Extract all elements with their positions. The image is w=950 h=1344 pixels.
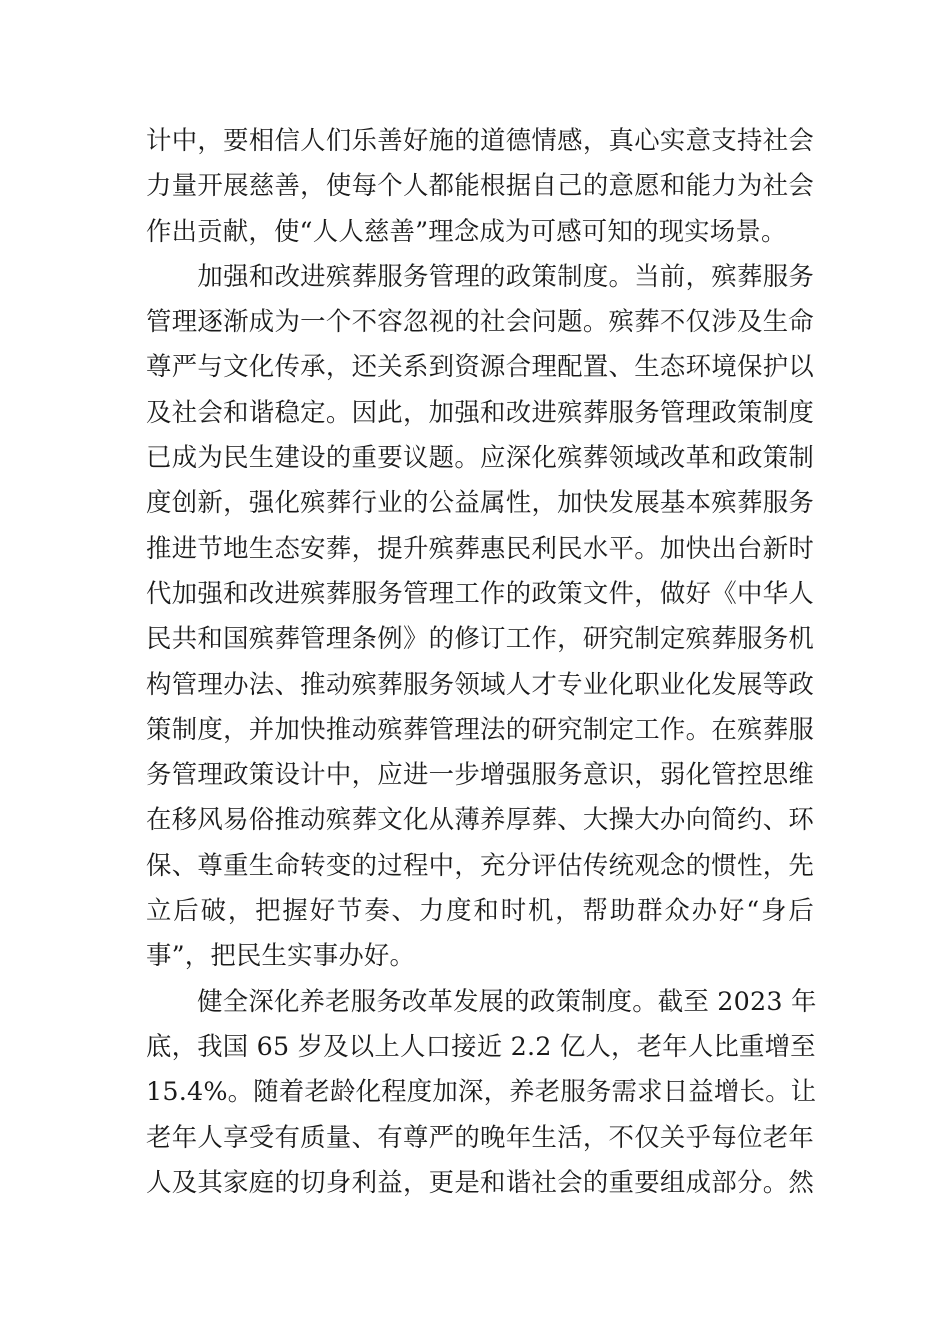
paragraph-charity-conclusion — [146, 118, 814, 254]
text-line: 力量开展慈善，使每个人都能根据自己的意愿和能力为社会 — [146, 170, 814, 201]
text-line: 度创新，强化殡葬行业的公益属性，加快发展基本殡葬服务 — [146, 487, 814, 518]
paragraph-funeral-services — [146, 254, 814, 979]
text-line: 立后破，把握好节奏、力度和时机，帮助群众办好“身后 — [146, 895, 814, 926]
text-line: 底，我国 65 岁及以上人口接近 2.2 亿人，老年人比重增至 — [146, 1030, 816, 1061]
text-line: 健全深化养老服务改革发展的政策制度。截至 2023 年 — [146, 985, 817, 1016]
text-line: 保、尊重生命转变的过程中，充分评估传统观念的惯性，先 — [146, 849, 814, 880]
text-line: 作出贡献，使“人人慈善”理念成为可感可知的现实场景。 — [146, 215, 787, 246]
text-line: 加强和改进殡葬服务管理的政策制度。当前，殡葬服务 — [146, 260, 814, 291]
text-line: 代加强和改进殡葬服务管理工作的政策文件，做好《中华人 — [146, 577, 814, 608]
text-line: 构管理办法、推动殡葬服务领域人才专业化职业化发展等政 — [146, 668, 814, 699]
text-line: 人及其家庭的切身利益，更是和谐社会的重要组成部分。然 — [146, 1166, 814, 1197]
text-line: 管理逐渐成为一个不容忽视的社会问题。殡葬不仅涉及生命 — [146, 306, 814, 337]
text-line: 策制度，并加快推动殡葬管理法的研究制定工作。在殡葬服 — [146, 713, 814, 744]
paragraph-elderly-care — [146, 979, 817, 1205]
text-line: 务管理政策设计中，应进一步增强服务意识，弱化管控思维 — [146, 759, 814, 790]
text-line: 老年人享受有质量、有尊严的晚年生活，不仅关乎每位老年 — [146, 1121, 814, 1152]
text-line: 推进节地生态安葬，提升殡葬惠民利民水平。加快出台新时 — [146, 532, 814, 563]
text-line: 及社会和谐稳定。因此，加强和改进殡葬服务管理政策制度 — [146, 396, 814, 427]
text-line: 民共和国殡葬管理条例》的修订工作，研究制定殡葬服务机 — [146, 623, 814, 654]
text-line: 在移风易俗推动殡葬文化从薄养厚葬、大操大办向简约、环 — [146, 804, 814, 835]
text-line: 尊严与文化传承，还关系到资源合理配置、生态环境保护以 — [146, 351, 814, 382]
body-text — [146, 118, 817, 1205]
text-line: 计中，要相信人们乐善好施的道德情感，真心实意支持社会 — [146, 125, 814, 155]
text-line: 已成为民生建设的重要议题。应深化殡葬领域改革和政策制 — [146, 442, 814, 473]
text-line: 事”，把民生实事办好。 — [146, 940, 416, 971]
text-line: 15.4%。随着老龄化程度加深，养老服务需求日益增长。让 — [146, 1076, 817, 1107]
